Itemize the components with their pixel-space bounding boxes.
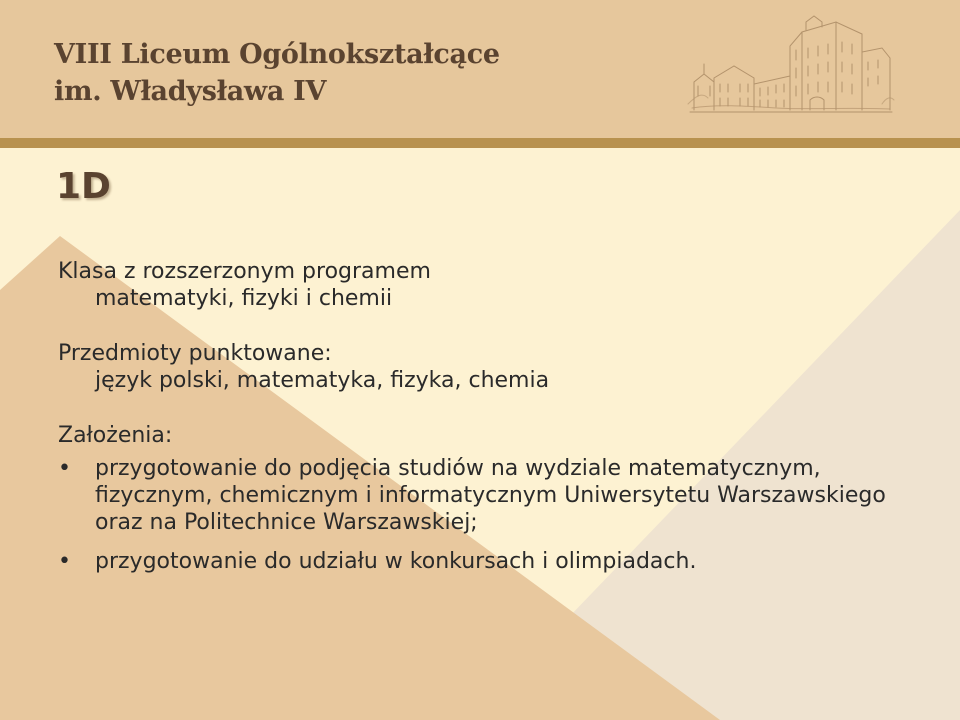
list-item (58, 548, 925, 575)
bullet-icon: • (58, 456, 71, 481)
list-item (58, 455, 925, 536)
school-name (54, 36, 500, 110)
school-building-sketch-icon (686, 12, 896, 120)
bullet-icon: • (58, 549, 71, 574)
scored-subjects (58, 340, 938, 394)
goal-text: przygotowanie do udziału w konkursach i olimpiadach. (95, 549, 697, 574)
goals-heading: Założenia: (58, 423, 173, 448)
school-name-line-1: VIII Liceum Ogólnokształcące (54, 39, 500, 70)
class-profile-line-1: Klasa z rozszerzonym programem (58, 259, 431, 284)
goal-text: przygotowanie do podjęcia studiów na wydziale matematycznym, fizycznym, chemicznym i informatycznym Uniwersytetu Warszawskiego oraz na Politechnice Warszawskiej; (95, 456, 886, 535)
class-title: 1D (56, 166, 111, 207)
class-profile-line-2: matematyki, fizyki i chemii (95, 286, 393, 311)
school-name-line-2: im. Władysława IV (54, 76, 327, 107)
slide-content (58, 258, 938, 587)
header-rule (0, 138, 960, 148)
class-profile (58, 258, 938, 312)
scored-subjects-list: język polski, matematyka, fizyka, chemia (95, 368, 550, 393)
scored-subjects-label: Przedmioty punktowane: (58, 341, 332, 366)
goals-list (58, 455, 938, 575)
